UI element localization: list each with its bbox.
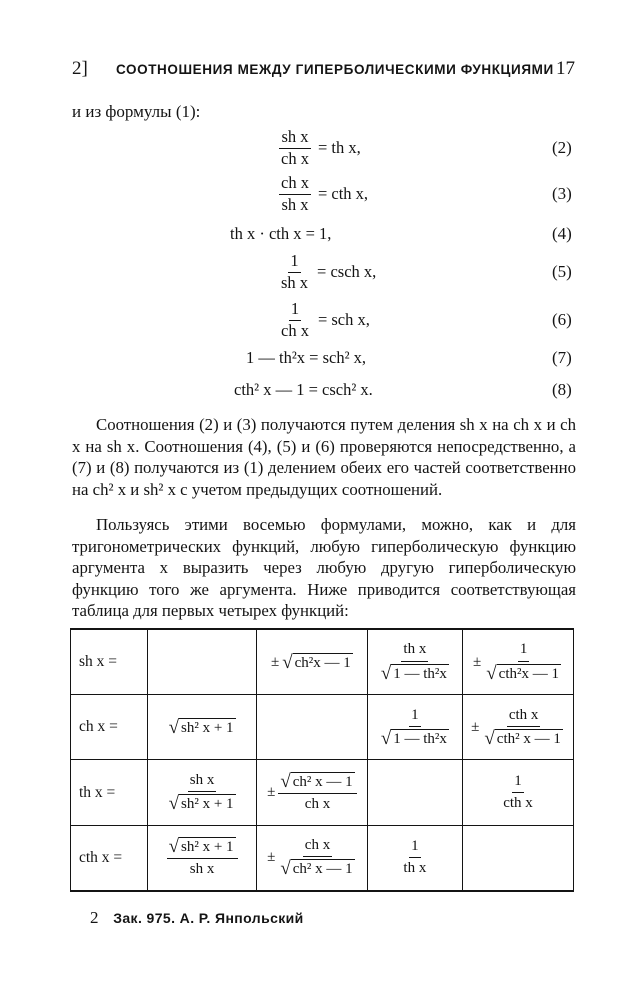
- row-label: cth x =: [71, 825, 148, 891]
- fraction: th x √ 1 — th²x: [380, 641, 447, 684]
- equation-number: (3): [552, 184, 572, 203]
- equation-number: (7): [552, 348, 572, 367]
- square-root: √ 1 — th²x: [380, 662, 447, 684]
- equation-6: [0, 300, 644, 340]
- fraction: cth x √ cth² x — 1: [484, 706, 561, 749]
- right-hand-side: = th x,: [317, 138, 361, 157]
- fraction: [279, 300, 311, 339]
- equation-text: th x · cth x = 1,: [230, 224, 332, 243]
- equation-number: (4): [552, 224, 572, 243]
- table-cell: [256, 760, 367, 825]
- equation-5: [0, 252, 644, 292]
- denominator: sh x: [281, 272, 309, 292]
- table-cell: [367, 825, 462, 891]
- table-row: [71, 760, 574, 825]
- numerator: sh x: [279, 128, 310, 148]
- fraction: [279, 252, 310, 291]
- equation-4: [0, 214, 644, 254]
- intro-line: и из формулы (1):: [72, 102, 201, 121]
- right-hand-side: = sch x,: [317, 310, 370, 329]
- equation-text: 1 — th²x = sch² x,: [246, 348, 367, 367]
- section-number: 2]: [72, 58, 88, 79]
- square-root: √ 1 — th²x: [380, 727, 447, 749]
- fraction: √ sh² x + 1 sh x: [167, 837, 238, 879]
- table-cell: [256, 629, 367, 695]
- plus-minus: ±: [270, 653, 280, 670]
- square-root: √ sh² x + 1: [168, 716, 234, 738]
- table-cell-empty: [256, 695, 367, 760]
- fraction: $\frac{1}{\text{th x}}$: [403, 838, 427, 877]
- paragraph-1: [72, 414, 576, 500]
- table-cell-empty: [462, 825, 573, 891]
- table-cell: [367, 629, 462, 695]
- numerator: 1: [288, 252, 300, 272]
- equation-3: [0, 174, 644, 214]
- table-cell-empty: [367, 760, 462, 825]
- fraction: [279, 174, 311, 213]
- table-cell: [462, 629, 573, 695]
- table-cell: [256, 825, 367, 891]
- numerator: ch x: [279, 174, 311, 194]
- square-root: √ ch² x — 1: [280, 770, 353, 792]
- right-hand-side: = csch x,: [317, 262, 377, 281]
- table-cell: [148, 760, 257, 825]
- denominator: ch x: [281, 320, 309, 340]
- plus-minus: ±: [267, 849, 276, 866]
- fraction: √ ch² x — 1 ch x: [278, 772, 356, 814]
- page-number: 17: [556, 58, 575, 79]
- paragraph-text: Соотношения (2) и (3) получаются путем деления sh x на ch x и ch x на sh x. Соотношения (4), (5) и (6) проверяются непосредственно, а (7) и (8) получаются из (1) делением обеих его частей соответственно на ch² x и sh² x с учетом предыдущих соотношений.: [72, 415, 576, 499]
- row-label: sh x =: [71, 629, 148, 695]
- denominator: ch x: [281, 148, 309, 168]
- running-title: СООТНОШЕНИЯ МЕЖДУ ГИПЕРБОЛИЧЕСКИМИ ФУНКЦИЯМИ: [116, 62, 554, 77]
- table-row: [71, 695, 574, 760]
- square-root: √ ch²x — 1: [282, 651, 351, 673]
- table-cell: [148, 695, 257, 760]
- table-cell: [462, 695, 573, 760]
- plus-minus: ±: [472, 653, 482, 670]
- table-row: [71, 629, 574, 695]
- equation-2: [0, 128, 644, 168]
- fraction: [279, 128, 311, 167]
- equation-8: [0, 370, 644, 410]
- fraction: 1 cth x: [503, 772, 533, 812]
- table-cell: [148, 825, 257, 891]
- square-root: √ cth² x — 1: [484, 727, 561, 749]
- numerator: 1: [289, 300, 301, 320]
- table-row: [71, 825, 574, 891]
- table-cell-empty: [148, 629, 257, 695]
- signature-mark: 2: [90, 908, 99, 927]
- equation-number: (2): [552, 138, 572, 157]
- equation-number: (6): [552, 310, 572, 329]
- equation-number: (5): [552, 262, 572, 281]
- conversion-table: [70, 628, 574, 892]
- square-root: √ ch² x — 1: [280, 858, 353, 880]
- equation-number: (8): [552, 380, 572, 399]
- equation-text: cth² x — 1 = csch² x.: [234, 380, 373, 399]
- fraction: 1 √ 1 — th²x: [380, 706, 447, 749]
- square-root: √ cth²x — 1: [486, 662, 559, 684]
- fraction: sh x √ sh² x + 1: [168, 771, 234, 815]
- square-root: √ sh² x + 1: [168, 793, 234, 815]
- right-hand-side: = cth x,: [317, 184, 369, 203]
- paragraph-text: Пользуясь этими восемью формулами, можно, как и для тригонометрических функций, любую гиперболическую функцию аргумента x выразить через любую другую гиперболическую функцию того же аргумента. Ниже приводится соответствующая таблица для первых четырех функций:: [72, 515, 576, 620]
- footer-imprint: [90, 908, 304, 928]
- plus-minus: ±: [471, 718, 480, 735]
- table-cell: [367, 695, 462, 760]
- row-label: th x =: [71, 760, 148, 825]
- plus-minus: ±: [267, 783, 276, 800]
- paragraph-2: [72, 514, 576, 622]
- table-cell: [462, 760, 573, 825]
- fraction: ch x √ ch² x — 1: [280, 837, 353, 880]
- imprint-text: Зак. 975. А. Р. Янпольский: [113, 910, 304, 926]
- fraction: 1 √ cth²x — 1: [486, 641, 559, 684]
- square-root: √ sh² x + 1: [168, 836, 234, 858]
- denominator: sh x: [281, 194, 309, 214]
- row-label: ch x =: [71, 695, 148, 760]
